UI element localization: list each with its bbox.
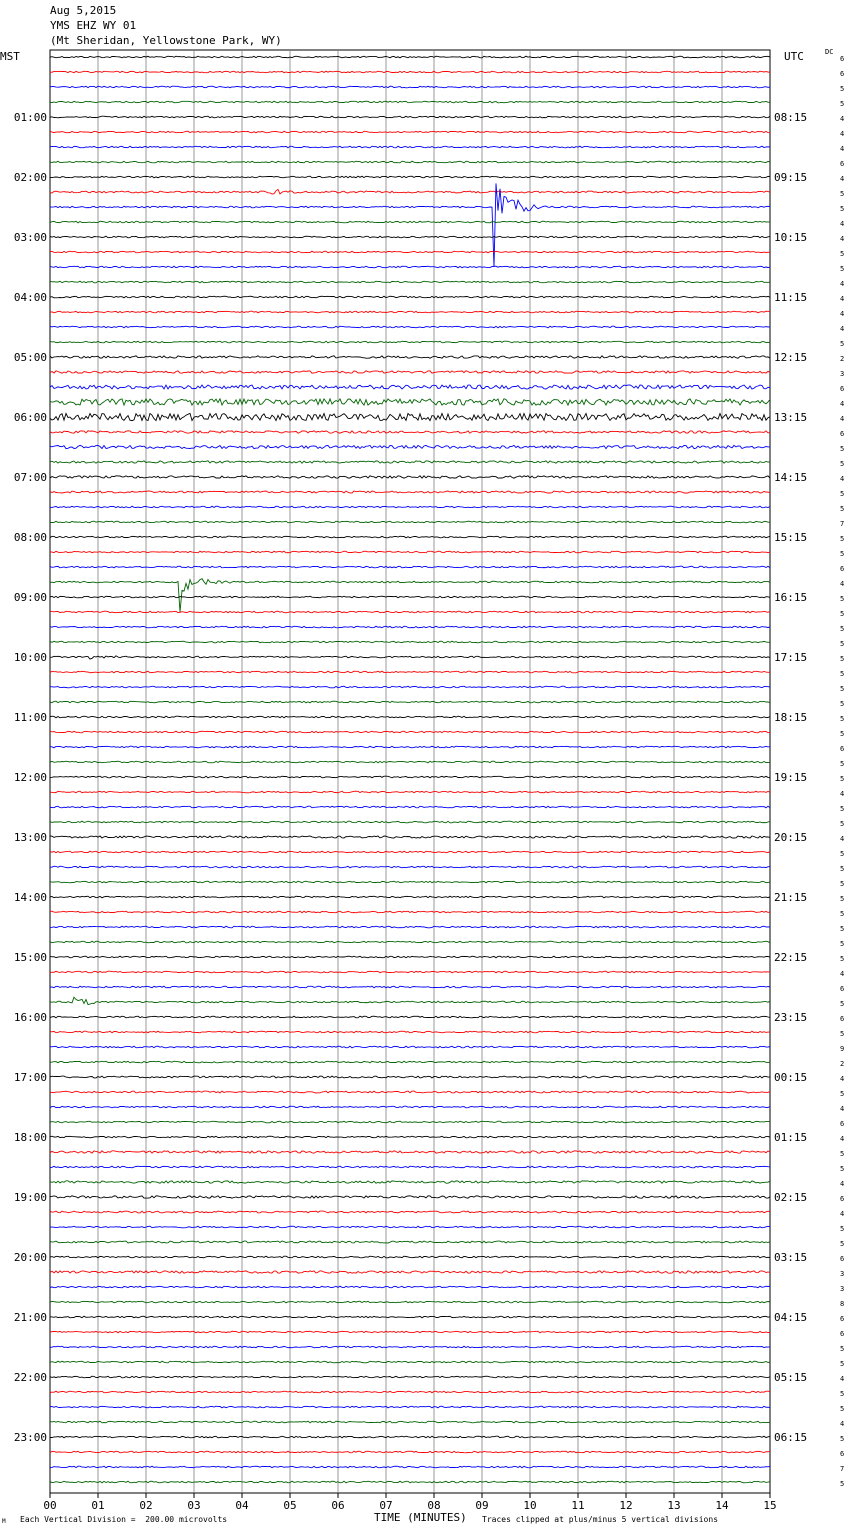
seismic-trace xyxy=(50,911,770,913)
seismic-trace xyxy=(50,399,770,405)
record-date: Aug 5,2015 xyxy=(50,4,117,17)
dc-offset-label: 6 xyxy=(840,1195,845,1203)
seismic-trace xyxy=(50,1271,770,1273)
right-hour-label: 13:15 xyxy=(774,411,808,424)
x-tick-label: 02 xyxy=(139,1499,153,1512)
dc-offset-label: 6 xyxy=(840,1015,845,1023)
dc-offset-label: 4 xyxy=(840,325,845,333)
seismic-trace xyxy=(50,536,770,538)
seismic-trace xyxy=(50,746,770,748)
seismic-trace xyxy=(50,1046,770,1048)
dc-offset-label: 4 xyxy=(840,400,845,408)
dc-offset-label: 5 xyxy=(840,265,845,273)
dc-offset-label: 5 xyxy=(840,640,845,648)
right-hour-label: 06:15 xyxy=(774,1431,808,1444)
x-tick-label: 04 xyxy=(235,1499,249,1512)
dc-offset-label: 4 xyxy=(840,1135,845,1143)
dc-offset-label: 4 xyxy=(840,1075,845,1083)
dc-offset-label: 4 xyxy=(840,130,845,138)
seismic-trace xyxy=(50,776,770,778)
dc-offset-label: 4 xyxy=(840,175,845,183)
seismic-trace xyxy=(50,221,770,223)
dc-offset-label: 6 xyxy=(840,1450,845,1458)
seismic-trace xyxy=(50,791,770,793)
seismic-trace xyxy=(50,189,770,194)
seismic-trace xyxy=(50,251,770,253)
right-hour-label: 14:15 xyxy=(774,471,808,484)
dc-offset-label: 5 xyxy=(840,670,845,678)
right-hour-label: 18:15 xyxy=(774,711,808,724)
seismic-trace xyxy=(50,971,770,973)
dc-offset-label: 8 xyxy=(840,1300,845,1308)
right-hour-label: 16:15 xyxy=(774,591,808,604)
seismic-trace xyxy=(50,1316,770,1318)
seismic-trace xyxy=(50,806,770,808)
dc-offset-label: 5 xyxy=(840,190,845,198)
dc-offset-label: 5 xyxy=(840,685,845,693)
seismic-trace xyxy=(50,266,770,268)
dc-offset-label: 5 xyxy=(840,535,845,543)
left-hour-label: 14:00 xyxy=(13,891,47,904)
dc-offset-label: 3 xyxy=(840,370,845,378)
dc-offset-label: 5 xyxy=(840,775,845,783)
seismic-trace xyxy=(50,626,770,628)
dc-offset-label: 4 xyxy=(840,1105,845,1113)
seismic-trace xyxy=(50,1421,770,1423)
dc-offset-label: 3 xyxy=(840,1285,845,1293)
seismic-trace xyxy=(50,896,770,898)
seismic-trace xyxy=(50,851,770,853)
seismic-trace xyxy=(50,1121,770,1123)
right-hour-label: 03:15 xyxy=(774,1251,808,1264)
dc-offset-label: 5 xyxy=(840,1480,845,1488)
seismic-trace xyxy=(50,1061,770,1063)
left-hour-label: 20:00 xyxy=(13,1251,47,1264)
seismic-trace xyxy=(50,491,770,493)
dc-offset-label: 4 xyxy=(840,790,845,798)
dc-offset-label: 5 xyxy=(840,700,845,708)
dc-offset-label: 7 xyxy=(840,520,845,528)
seismic-trace xyxy=(50,1151,770,1153)
dc-offset-label: 5 xyxy=(840,595,845,603)
seismic-trace xyxy=(50,71,770,73)
dc-column-label: DC xyxy=(825,48,834,56)
seismic-trace xyxy=(50,1436,770,1438)
seismic-trace xyxy=(50,161,770,163)
right-hour-label: 15:15 xyxy=(774,531,808,544)
x-tick-label: 07 xyxy=(379,1499,393,1512)
right-hour-label: 01:15 xyxy=(774,1131,808,1144)
dc-offset-label: 5 xyxy=(840,925,845,933)
seismic-trace xyxy=(50,356,770,358)
station-location: (Mt Sheridan, Yellowstone Park, WY) xyxy=(50,34,282,47)
seismic-trace xyxy=(50,1226,770,1228)
seismic-trace xyxy=(50,1466,770,1468)
dc-offset-label: 5 xyxy=(840,730,845,738)
left-hour-label: 04:00 xyxy=(13,291,47,304)
dc-offset-label: 5 xyxy=(840,895,845,903)
dc-offset-label: 5 xyxy=(840,865,845,873)
right-hour-label: 04:15 xyxy=(774,1311,808,1324)
dc-offset-label: 5 xyxy=(840,1240,845,1248)
seismic-trace xyxy=(50,341,770,343)
seismic-trace xyxy=(50,236,770,238)
seismic-trace xyxy=(50,116,770,118)
seismic-trace xyxy=(50,176,770,178)
dc-offset-label: 4 xyxy=(840,115,845,123)
seismic-trace xyxy=(50,476,770,478)
seismic-trace xyxy=(50,131,770,133)
left-hour-label: 09:00 xyxy=(13,591,47,604)
seismic-trace xyxy=(50,821,770,823)
right-hour-label: 20:15 xyxy=(774,831,808,844)
dc-offset-label: 5 xyxy=(840,1405,845,1413)
seismic-trace xyxy=(50,1031,770,1033)
seismic-trace xyxy=(50,431,770,433)
left-hour-label: 22:00 xyxy=(13,1371,47,1384)
right-hour-label: 05:15 xyxy=(774,1371,808,1384)
seismic-trace xyxy=(50,956,770,958)
seismic-trace xyxy=(50,1196,770,1198)
dc-offset-label: 6 xyxy=(840,1330,845,1338)
dc-offset-label: 5 xyxy=(840,625,845,633)
seismic-trace xyxy=(50,461,770,463)
dc-offset-label: 5 xyxy=(840,490,845,498)
left-hour-label: 17:00 xyxy=(13,1071,47,1084)
seismic-trace xyxy=(50,686,770,688)
dc-offset-label: 5 xyxy=(840,1225,845,1233)
right-hour-label: 21:15 xyxy=(774,891,808,904)
left-hour-label: 02:00 xyxy=(13,171,47,184)
seismic-trace xyxy=(50,445,770,448)
seismic-trace xyxy=(50,997,770,1004)
dc-offset-label: 5 xyxy=(840,1150,845,1158)
seismic-trace xyxy=(50,671,770,673)
left-hour-label: 08:00 xyxy=(13,531,47,544)
right-hour-label: 02:15 xyxy=(774,1191,808,1204)
seismic-trace xyxy=(50,1091,770,1093)
seismic-trace xyxy=(50,641,770,643)
scale-note: Each Vertical Division = 200.00 microvolts xyxy=(20,1515,228,1524)
left-hour-label: 19:00 xyxy=(13,1191,47,1204)
seismic-trace xyxy=(50,761,770,763)
dc-offset-label: 5 xyxy=(840,1435,845,1443)
left-hour-label: 05:00 xyxy=(13,351,47,364)
dc-offset-label: 6 xyxy=(840,160,845,168)
dc-offset-label: 5 xyxy=(840,340,845,348)
left-hour-label: 12:00 xyxy=(13,771,47,784)
dc-offset-label: 4 xyxy=(840,580,845,588)
seismic-trace xyxy=(50,1181,770,1183)
seismic-trace xyxy=(50,596,770,598)
seismic-trace xyxy=(50,296,770,298)
dc-offset-label: 4 xyxy=(840,415,845,423)
dc-offset-label: 5 xyxy=(840,1360,845,1368)
dc-offset-label: 4 xyxy=(840,1420,845,1428)
dc-offset-label: 5 xyxy=(840,760,845,768)
x-tick-label: 15 xyxy=(763,1499,777,1512)
left-hour-label: 11:00 xyxy=(13,711,47,724)
dc-offset-label: 6 xyxy=(840,1255,845,1263)
left-hour-label: 07:00 xyxy=(13,471,47,484)
seismic-trace xyxy=(50,1346,770,1348)
dc-offset-label: 6 xyxy=(840,745,845,753)
dc-offset-label: 6 xyxy=(840,70,845,78)
dc-offset-label: 5 xyxy=(840,505,845,513)
dc-offset-label: 6 xyxy=(840,565,845,573)
seismic-trace xyxy=(50,146,770,148)
utc-timezone-label: UTC xyxy=(784,50,804,63)
x-axis-label: TIME (MINUTES) xyxy=(374,1511,467,1524)
seismic-trace xyxy=(50,506,770,508)
dc-offset-label: 5 xyxy=(840,85,845,93)
left-hour-label: 03:00 xyxy=(13,231,47,244)
seismic-trace xyxy=(50,521,770,523)
seismic-trace xyxy=(50,866,770,868)
dc-offset-label: 5 xyxy=(840,850,845,858)
dc-offset-label: 5 xyxy=(840,1000,845,1008)
right-hour-label: 10:15 xyxy=(774,231,808,244)
left-hour-label: 23:00 xyxy=(13,1431,47,1444)
seismic-trace xyxy=(50,1331,770,1333)
dc-offset-label: 4 xyxy=(840,970,845,978)
x-tick-label: 03 xyxy=(187,1499,201,1512)
seismic-trace xyxy=(50,1286,770,1288)
x-tick-label: 01 xyxy=(91,1499,105,1512)
seismic-trace xyxy=(50,86,770,88)
seismic-trace xyxy=(50,1211,770,1213)
dc-offset-label: 4 xyxy=(840,1180,845,1188)
dc-offset-label: 4 xyxy=(840,310,845,318)
seismic-trace xyxy=(50,1361,770,1363)
seismic-trace xyxy=(50,656,770,659)
right-hour-label: 11:15 xyxy=(774,291,808,304)
seismic-trace xyxy=(50,371,770,373)
left-hour-label: 01:00 xyxy=(13,111,47,124)
left-hour-label: 06:00 xyxy=(13,411,47,424)
seismic-trace xyxy=(50,566,770,568)
seismic-trace xyxy=(50,1376,770,1378)
left-hour-label: 18:00 xyxy=(13,1131,47,1144)
x-tick-label: 09 xyxy=(475,1499,489,1512)
dc-offset-label: 5 xyxy=(840,610,845,618)
dc-offset-label: 5 xyxy=(840,1030,845,1038)
right-hour-label: 22:15 xyxy=(774,951,808,964)
dc-offset-label: 9 xyxy=(840,1045,845,1053)
dc-offset-label: 5 xyxy=(840,205,845,213)
dc-offset-label: 6 xyxy=(840,430,845,438)
dc-offset-label: 7 xyxy=(840,1465,845,1473)
dc-offset-label: 5 xyxy=(840,955,845,963)
dc-offset-label: 6 xyxy=(840,1315,845,1323)
right-hour-label: 09:15 xyxy=(774,171,808,184)
dc-offset-label: 5 xyxy=(840,445,845,453)
dc-offset-label: 5 xyxy=(840,1165,845,1173)
dc-offset-label: 5 xyxy=(840,940,845,948)
seismic-trace xyxy=(50,1106,770,1108)
dc-offset-label: 5 xyxy=(840,820,845,828)
dc-offset-label: 5 xyxy=(840,100,845,108)
seismic-trace xyxy=(50,881,770,883)
x-tick-label: 08 xyxy=(427,1499,441,1512)
seismic-trace xyxy=(50,56,770,58)
seismic-trace xyxy=(50,326,770,328)
logo-mark: M xyxy=(2,1518,6,1525)
seismic-trace xyxy=(50,551,770,553)
clip-note: Traces clipped at plus/minus 5 vertical divisions xyxy=(482,1515,719,1524)
right-hour-label: 12:15 xyxy=(774,351,808,364)
dc-offset-label: 4 xyxy=(840,1375,845,1383)
dc-offset-label: 4 xyxy=(840,235,845,243)
dc-offset-label: 5 xyxy=(840,880,845,888)
x-tick-label: 13 xyxy=(667,1499,681,1512)
seismic-trace xyxy=(50,311,770,313)
seismic-trace xyxy=(50,1406,770,1408)
right-hour-label: 19:15 xyxy=(774,771,808,784)
dc-offset-label: 6 xyxy=(840,985,845,993)
dc-offset-label: 5 xyxy=(840,655,845,663)
seismic-trace xyxy=(50,1016,770,1018)
x-tick-label: 06 xyxy=(331,1499,345,1512)
seismic-trace xyxy=(50,986,770,988)
seismic-trace xyxy=(50,836,770,838)
seismic-trace xyxy=(50,101,770,103)
seismic-trace xyxy=(50,1256,770,1258)
station-code: YMS EHZ WY 01 xyxy=(50,19,137,32)
dc-offset-label: 4 xyxy=(840,280,845,288)
dc-offset-label: 5 xyxy=(840,805,845,813)
seismic-trace xyxy=(50,1391,770,1393)
dc-offset-label: 2 xyxy=(840,1060,845,1068)
right-hour-label: 00:15 xyxy=(774,1071,808,1084)
seismic-trace xyxy=(50,183,770,267)
left-hour-label: 16:00 xyxy=(13,1011,47,1024)
seismic-trace xyxy=(50,731,770,733)
left-hour-label: 21:00 xyxy=(13,1311,47,1324)
dc-offset-label: 4 xyxy=(840,220,845,228)
dc-offset-label: 3 xyxy=(840,1270,845,1278)
seismic-trace xyxy=(50,1076,770,1078)
seismic-trace xyxy=(50,385,770,389)
dc-offset-label: 4 xyxy=(840,295,845,303)
left-hour-label: 13:00 xyxy=(13,831,47,844)
seismic-trace xyxy=(50,1241,770,1243)
dc-offset-label: 5 xyxy=(840,1345,845,1353)
seismic-trace xyxy=(50,1136,770,1138)
x-tick-label: 11 xyxy=(571,1499,585,1512)
seismic-trace xyxy=(50,701,770,703)
dc-offset-label: 5 xyxy=(840,715,845,723)
seismic-trace xyxy=(50,413,770,420)
seismic-trace xyxy=(50,281,770,283)
seismic-trace xyxy=(50,716,770,718)
dc-offset-label: 4 xyxy=(840,1210,845,1218)
seismic-trace xyxy=(50,926,770,928)
seismic-trace xyxy=(50,579,770,612)
dc-offset-label: 2 xyxy=(840,355,845,363)
right-hour-label: 08:15 xyxy=(774,111,808,124)
dc-offset-label: 4 xyxy=(840,475,845,483)
left-hour-label: 10:00 xyxy=(13,651,47,664)
dc-offset-label: 4 xyxy=(840,145,845,153)
dc-offset-label: 5 xyxy=(840,1090,845,1098)
dc-offset-label: 6 xyxy=(840,385,845,393)
x-tick-label: 12 xyxy=(619,1499,633,1512)
dc-offset-label: 6 xyxy=(840,1120,845,1128)
x-tick-label: 14 xyxy=(715,1499,729,1512)
dc-offset-label: 5 xyxy=(840,460,845,468)
local-timezone-label: MST xyxy=(0,50,20,63)
x-tick-label: 10 xyxy=(523,1499,537,1512)
seismic-trace xyxy=(50,1451,770,1453)
seismic-trace xyxy=(50,941,770,943)
x-tick-label: 00 xyxy=(43,1499,57,1512)
dc-offset-label: 5 xyxy=(840,550,845,558)
left-hour-label: 15:00 xyxy=(13,951,47,964)
dc-offset-label: 4 xyxy=(840,835,845,843)
seismic-trace xyxy=(50,1481,770,1483)
dc-offset-label: 6 xyxy=(840,55,845,63)
right-hour-label: 17:15 xyxy=(774,651,808,664)
seismic-trace xyxy=(50,1166,770,1168)
dc-offset-label: 5 xyxy=(840,1390,845,1398)
seismic-trace xyxy=(50,611,770,613)
dc-offset-label: 5 xyxy=(840,910,845,918)
seismic-trace xyxy=(50,1301,770,1303)
x-tick-label: 05 xyxy=(283,1499,297,1512)
dc-offset-label: 5 xyxy=(840,250,845,258)
right-hour-label: 23:15 xyxy=(774,1011,808,1024)
